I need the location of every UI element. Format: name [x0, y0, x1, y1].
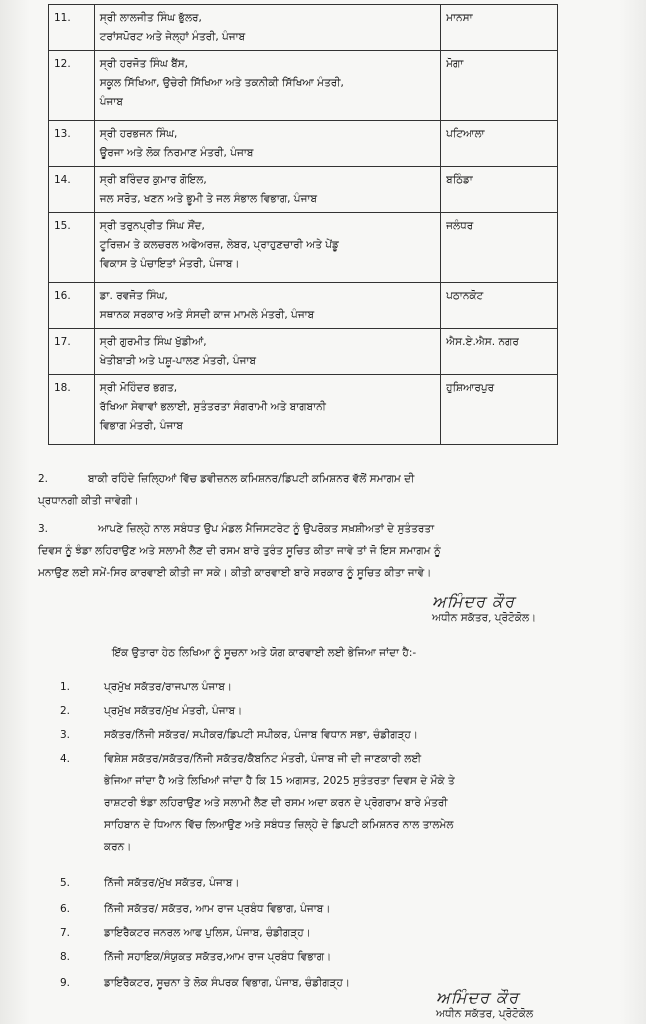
- signature-block-2: [436, 988, 533, 1021]
- table-row: [49, 283, 558, 329]
- list-item-line: ਨਿੱਜੀ ਸਹਾਇਕ/ਸੰਯੁਕਤ ਸਕੱਤਰ,ਆਮ ਰਾਜ ਪ੍ਰਬੰਧ ਵਿਭਾਗ।: [104, 951, 332, 963]
- list-item-line: ਨਿੱਜੀ ਸਕੱਤਰ/ ਸਕੱਤਰ, ਆਮ ਰਾਜ ਪ੍ਰਬੰਧ ਵਿਭਾਗ, ਪੰਜਾਬ।: [104, 903, 331, 915]
- list-item: [60, 676, 570, 698]
- ministers-district-table: [48, 4, 558, 445]
- list-item: [60, 700, 570, 722]
- paragraph-number: 3.: [38, 523, 49, 535]
- minister-line: ਟਰਾਂਸਪੋਰਟ ਅਤੇ ਜੇਲ੍ਹਾਂ ਮੰਤਰੀ, ਪੰਜਾਬ: [99, 31, 246, 43]
- list-item-line: ਡਾਇਰੈਕਟਰ ਜਨਰਲ ਆਫ ਪੁਲਿਸ, ਪੰਜਾਬ, ਚੰਡੀਗੜ੍ਹ।: [104, 927, 311, 939]
- list-item-line: ਵਿਸ਼ੇਸ਼ ਸਕੱਤਰ/ਸਕੱਤਰ/ਨਿੱਜੀ ਸਕੱਤਰ/ਕੈਬਨਿਟ ਮੰਤਰੀ, ਪੰਜਾਬ ਜੀ ਦੀ ਜਾਣਕਾਰੀ ਲਈ: [104, 753, 422, 765]
- serial-number-cell: 13.: [49, 121, 95, 167]
- paragraph-3: [38, 518, 558, 584]
- handwritten-signature: ਅਮਿੰਦਰ ਕੌਰ: [432, 592, 515, 611]
- serial-number-cell: 17.: [49, 329, 95, 375]
- table-row: [49, 329, 558, 375]
- minister-line: ਵਿਕਾਸ ਤੇ ਪੰਚਾਇਤਾਂ ਮੰਤਰੀ, ਪੰਜਾਬ।: [99, 258, 240, 270]
- minister-line: ਵਿਭਾਗ ਮੰਤਰੀ, ਪੰਜਾਬ: [99, 420, 183, 432]
- table-row: [49, 51, 558, 121]
- minister-line: ਊਰਜਾ ਅਤੇ ਲੋਕ ਨਿਰਮਾਣ ਮੰਤਰੀ, ਪੰਜਾਬ: [99, 147, 254, 159]
- minister-cell: [94, 283, 440, 329]
- list-item-line: ਸਾਹਿਬਾਨ ਦੇ ਧਿਆਨ ਵਿੱਚ ਲਿਆਉਣ ਅਤੇ ਸਬੰਧਤ ਜ਼ਿਲ੍ਹੇ ਦੇ ਡਿਪਟੀ ਕਮਿਸ਼ਨਰ ਨਾਲ ਤਾਲਮੇਲ: [104, 819, 454, 831]
- table-row: [49, 375, 558, 445]
- signatory-title: ਅਧੀਨ ਸਕੱਤਰ, ਪ੍ਰੋਟੋਕੋਲ।: [432, 612, 537, 624]
- minister-line: ਖੇਤੀਬਾੜੀ ਅਤੇ ਪਸ਼ੂ-ਪਾਲਣ ਮੰਤਰੀ, ਪੰਜਾਬ: [99, 355, 256, 367]
- list-item: [60, 748, 570, 858]
- minister-line: ਜਲ ਸਰੋਤ, ਖਣਨ ਅਤੇ ਭੂਮੀ ਤੇ ਜਲ ਸੰਭਾਲ ਵਿਭਾਗ, ਪੰਜਾਬ: [99, 193, 317, 205]
- minister-line: ਰੱਖਿਆ ਸੇਵਾਵਾਂ ਭਲਾਈ, ਸੁਤੰਤਰਤਾ ਸੰਗਰਾਮੀ ਅਤੇ ਬਾਗਬਾਨੀ: [99, 401, 326, 413]
- serial-number-cell: 16.: [49, 283, 95, 329]
- minister-line: ਸ੍ਰੀ ਬਰਿੰਦਰ ਕੁਮਾਰ ਗੋਇਲ,: [99, 174, 207, 186]
- signatory-title: ਅਧੀਨ ਸਕੱਤਰ, ਪ੍ਰੋਟੋਕੋਲ: [436, 1008, 534, 1020]
- list-item-number: 7.: [60, 927, 71, 939]
- paragraph-line: ਦਿਵਸ ਨੂੰ ਝੰਡਾ ਲਹਿਰਾਉਣ ਅਤੇ ਸਲਾਮੀ ਲੈਣ ਦੀ ਰਸਮ ਬਾਰੇ ਤੁਰੰਤ ਸੂਚਿਤ ਕੀਤਾ ਜਾਵੇ ਤਾਂ ਜੋ ਇਸ ਸਮਾਗਮ ਨੂੰ: [38, 545, 441, 557]
- minister-line: ਸ੍ਰੀ ਗੁਰਮੀਤ ਸਿੰਘ ਖੁੱਡੀਆਂ,: [99, 336, 207, 348]
- handwritten-signature: ਅਮਿੰਦਰ ਕੌਰ: [436, 988, 519, 1007]
- list-item-number: 8.: [60, 951, 71, 963]
- minister-line: ਸਥਾਨਕ ਸਰਕਾਰ ਅਤੇ ਸੰਸਦੀ ਕਾਜ ਮਾਮਲੇ ਮੰਤਰੀ, ਪੰਜਾਬ: [99, 309, 315, 321]
- signature-block-1: [432, 592, 536, 625]
- minister-cell: [94, 375, 440, 445]
- district-cell: ਪਟਿਆਲਾ: [441, 121, 558, 167]
- list-item-line: ਡਾਇਰੈਕਟਰ, ਸੂਚਨਾ ਤੇ ਲੋਕ ਸੰਪਰਕ ਵਿਭਾਗ, ਪੰਜਾਬ, ਚੰਡੀਗੜ੍ਹ।: [104, 977, 350, 989]
- list-item-line: ਪ੍ਰਮੁੱਖ ਸਕੱਤਰ/ਰਾਜਪਾਲ ਪੰਜਾਬ।: [104, 681, 232, 693]
- minister-cell: [94, 329, 440, 375]
- list-item-number: 1.: [60, 681, 71, 693]
- list-item-number: 3.: [60, 729, 71, 741]
- minister-line: ਪੰਜਾਬ: [99, 96, 123, 108]
- minister-line: ਸ੍ਰੀ ਮੋਹਿੰਦਰ ਭਗਤ,: [99, 382, 178, 394]
- list-item-number: 9.: [60, 977, 71, 989]
- minister-line: ਟੂਰਿਜ਼ਮ ਤੇ ਕਲਚਰਲ ਅਫੇਅਰਜ਼, ਲੇਬਰ, ਪ੍ਰਾਹੁਣਚਾਰੀ ਅਤੇ ਪੇਂਡੂ: [99, 239, 339, 251]
- minister-line: ਸਕੂਲ ਸਿੱਖਿਆ, ਉਚੇਰੀ ਸਿੱਖਿਆ ਅਤੇ ਤਕਨੀਕੀ ਸਿੱਖਿਆ ਮੰਤਰੀ,: [99, 77, 344, 89]
- minister-line: ਸ੍ਰੀ ਹਰਜੋਤ ਸਿੰਘ ਬੈਂਸ,: [99, 58, 188, 70]
- district-cell: ਪਠਾਨਕੋਟ: [441, 283, 558, 329]
- minister-cell: [94, 213, 440, 283]
- list-item-line: ਨਿੱਜੀ ਸਕੱਤਰ/ਮੁੱਖ ਸਕੱਤਰ, ਪੰਜਾਬ।: [104, 877, 240, 889]
- list-item-number: 5.: [60, 877, 71, 889]
- list-item-line: ਭੇਜਿਆ ਜਾਂਦਾ ਹੈ ਅਤੇ ਲਿਖਿਆਂ ਜਾਂਦਾ ਹੈ ਕਿ 15 ਅਗਸਤ, 2025 ਸੁਤੰਤਰਤਾ ਦਿਵਸ ਦੇ ਮੌਕੇ ਤੇ: [104, 775, 455, 787]
- list-item: [60, 872, 570, 894]
- list-item-number: 4.: [60, 753, 71, 765]
- paragraph-line: ਬਾਕੀ ਰਹਿੰਦੇ ਜ਼ਿਲ੍ਹਿਆਂ ਵਿੱਚ ਡਵੀਜ਼ਨਲ ਕਮਿਸ਼ਨਰ/ਡਿਪਟੀ ਕਮਿਸ਼ਨਰ ਵੱਲੋਂ ਸਮਾਗਮ ਦੀ: [88, 473, 415, 485]
- list-item-number: 2.: [60, 705, 71, 717]
- serial-number-cell: 11.: [49, 5, 95, 51]
- minister-cell: [94, 51, 440, 121]
- minister-line: ਸ੍ਰੀ ਤਰੁਨਪ੍ਰੀਤ ਸਿੰਘ ਸੌਂਦ,: [99, 220, 205, 232]
- paragraph-2: [38, 468, 558, 512]
- paragraph-line: ਮਨਾਉਣ ਲਈ ਸਮੇਂ-ਸਿਰ ਕਾਰਵਾਈ ਕੀਤੀ ਜਾ ਸਕੇ। ਕੀਤੀ ਕਾਰਵਾਈ ਬਾਰੇ ਸਰਕਾਰ ਨੂੰ ਸੂਚਿਤ ਕੀਤਾ ਜਾਵੇ।: [38, 567, 432, 579]
- list-item-line: ਪ੍ਰਮੁੱਖ ਸਕੱਤਰ/ਮੁੱਖ ਮੰਤਰੀ, ਪੰਜਾਬ।: [104, 705, 243, 717]
- district-cell: ਜਲੰਧਰ: [441, 213, 558, 283]
- list-item: [60, 946, 570, 968]
- district-cell: ਹੁਸ਼ਿਆਰਪੁਰ: [441, 375, 558, 445]
- copy-forwarded-intro: ਇੱਕ ਉਤਾਰਾ ਹੇਠ ਲਿਖਿਆ ਨੂੰ ਸੂਚਨਾ ਅਤੇ ਯੋਗ ਕਾਰਵਾਈ ਲਈ ਭੇਜਿਆ ਜਾਂਦਾ ਹੈ:-: [112, 647, 417, 659]
- district-cell: ਮਾਨਸਾ: [441, 5, 558, 51]
- serial-number-cell: 14.: [49, 167, 95, 213]
- district-cell: ਬਠਿੰਡਾ: [441, 167, 558, 213]
- minister-cell: [94, 167, 440, 213]
- list-item: [60, 724, 570, 746]
- list-item-line: ਕਰਨ।: [104, 841, 132, 853]
- list-item-line: ਰਾਸ਼ਟਰੀ ਝੰਡਾ ਲਹਿਰਾਉਣ ਅਤੇ ਸਲਾਮੀ ਲੈਣ ਦੀ ਰਸਮ ਅਦਾ ਕਰਨ ਦੇ ਪ੍ਰੋਗਰਾਮ ਬਾਰੇ ਮੰਤਰੀ: [104, 797, 448, 809]
- list-item: [60, 898, 570, 920]
- minister-cell: [94, 5, 440, 51]
- serial-number-cell: 12.: [49, 51, 95, 121]
- minister-line: ਸ੍ਰੀ ਹਰਭਜਨ ਸਿੰਘ,: [99, 128, 178, 140]
- paragraph-line: ਆਪਣੇ ਜ਼ਿਲ੍ਹੇ ਨਾਲ ਸਬੰਧਤ ਉਪ ਮੰਡਲ ਮੈਜਿਸਟਰੇਟ ਨੂੰ ਉਪਰੋਕਤ ਸਖ਼ਸ਼ੀਅਤਾਂ ਦੇ ਸੁਤੰਤਰਤਾ: [98, 523, 435, 535]
- minister-line: ਡਾ. ਰਵਜੋਤ ਸਿੰਘ,: [99, 290, 168, 302]
- paragraph-number: 2.: [38, 473, 49, 485]
- list-item-line: ਸਕੱਤਰ/ਨਿੱਜੀ ਸਕੱਤਰ/ ਸਪੀਕਰ/ਡਿਪਟੀ ਸਪੀਕਰ, ਪੰਜਾਬ ਵਿਧਾਨ ਸਭਾ, ਚੰਡੀਗੜ੍ਹ।: [104, 729, 418, 741]
- serial-number-cell: 18.: [49, 375, 95, 445]
- paragraph-line: ਪ੍ਰਧਾਨਗੀ ਕੀਤੀ ਜਾਵੇਗੀ।: [38, 495, 139, 507]
- district-cell: ਮੋਗਾ: [441, 51, 558, 121]
- list-item: [60, 922, 570, 944]
- list-item-number: 6.: [60, 903, 71, 915]
- serial-number-cell: 15.: [49, 213, 95, 283]
- minister-line: ਸ੍ਰੀ ਲਾਲਜੀਤ ਸਿੰਘ ਭੁੱਲਰ,: [99, 12, 202, 24]
- table-row: [49, 121, 558, 167]
- minister-cell: [94, 121, 440, 167]
- district-cell: ਐਸ.ਏ.ਐਸ. ਨਗਰ: [441, 329, 558, 375]
- table-row: [49, 213, 558, 283]
- table-row: [49, 167, 558, 213]
- table-row: [49, 5, 558, 51]
